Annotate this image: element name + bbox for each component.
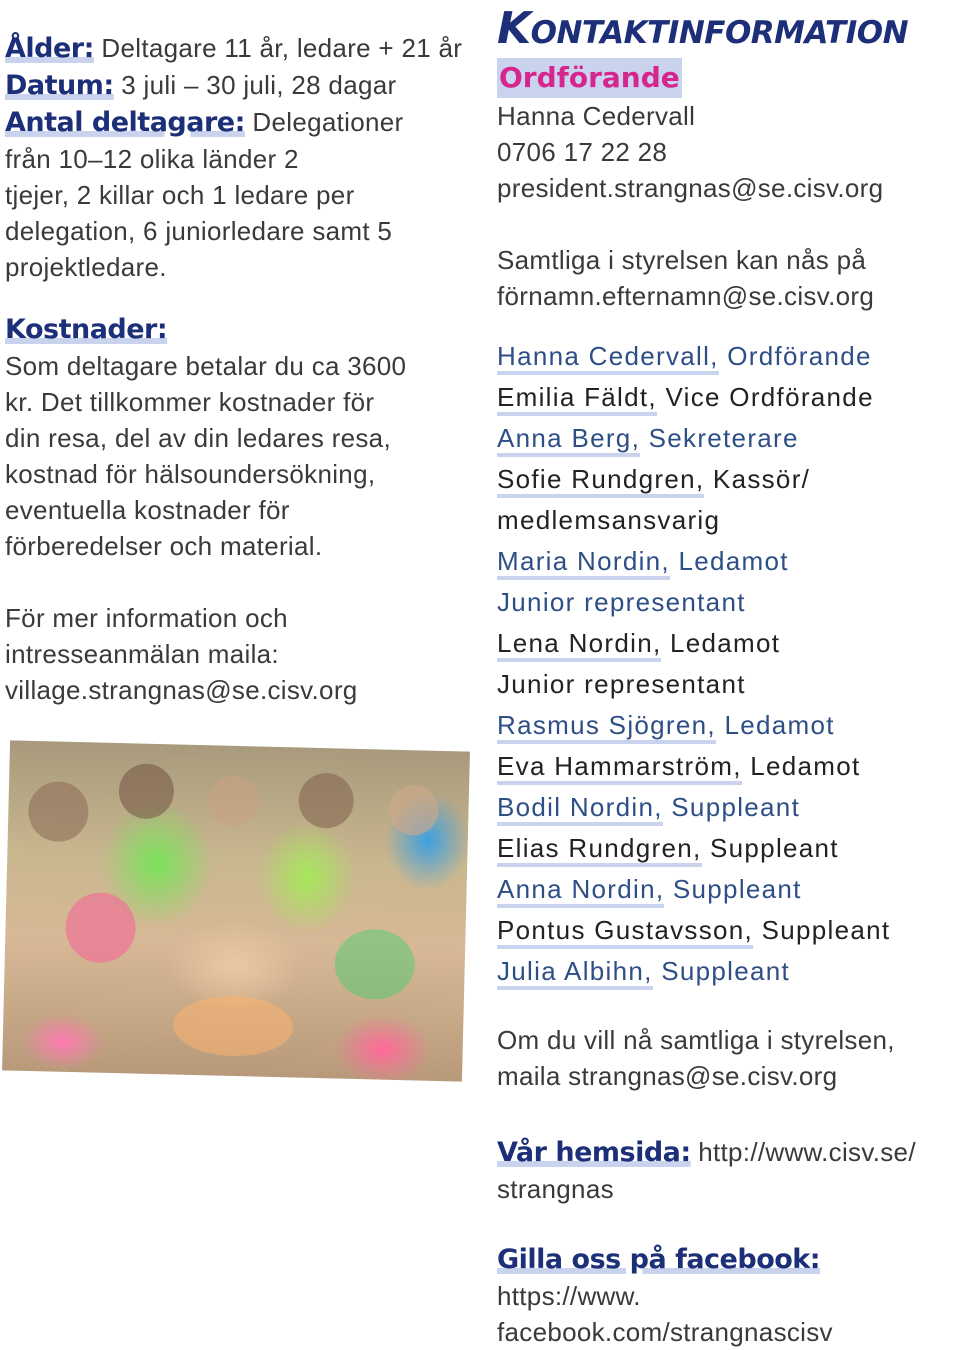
- board-member-name: Pontus Gustavsson,: [497, 915, 753, 949]
- age-line: [5, 30, 480, 67]
- board-member-role: Kassör/: [704, 464, 811, 494]
- website-url[interactable]: http://www.cisv.se/: [690, 1137, 916, 1167]
- costs-line: eventuella kostnader för: [5, 495, 290, 525]
- board-member-name: Lena Nordin,: [497, 628, 661, 662]
- info-line: För mer information och: [5, 603, 288, 633]
- board-member-name: Hanna Cedervall,: [497, 341, 719, 375]
- facebook-url-cont[interactable]: facebook.com/strangnascisv: [497, 1317, 833, 1347]
- info-line: intresseanmälan maila:: [5, 639, 279, 669]
- facebook-line: [497, 1241, 960, 1314]
- board-member-role: Ordförande: [718, 341, 872, 371]
- chair-email[interactable]: president.strangnas@se.cisv.org: [497, 173, 884, 203]
- age-heading: Ålder:: [5, 33, 94, 64]
- board-member-role: medlemsansvarig: [497, 505, 721, 535]
- costs-heading: Kostnader:: [5, 314, 168, 345]
- board-member-role: Junior representant: [497, 669, 746, 699]
- right-column: [497, 0, 960, 1350]
- age-text: Deltagare 11 år, ledare + 21 år: [93, 33, 463, 63]
- board-member-name: Sofie Rundgren,: [497, 464, 704, 498]
- board-member: [497, 336, 960, 377]
- board-member-role: Suppleant: [701, 833, 839, 863]
- website-url-cont[interactable]: strangnas: [497, 1174, 614, 1204]
- date-heading: Datum:: [5, 70, 114, 101]
- participants-text-3: tjejer, 2 killar och 1 ledare per: [5, 180, 355, 210]
- costs-line: kr. Det tillkommer kostnader för: [5, 387, 375, 417]
- contact-title: Kontaktinformation: [497, 3, 909, 54]
- board-member-name: Elias Rundgren,: [497, 833, 702, 867]
- participants-heading: Antal deltagare:: [5, 107, 245, 138]
- chair-name: Hanna Cedervall: [497, 101, 696, 131]
- date-line: [5, 67, 480, 104]
- board-member: [497, 541, 960, 582]
- spacer: [497, 1094, 960, 1134]
- costs-heading-line: [5, 311, 480, 348]
- website-heading: Vår hemsida:: [497, 1137, 691, 1168]
- board-member-name: Bodil Nordin,: [497, 792, 663, 826]
- board-member: [497, 705, 960, 746]
- board-member-name: Anna Nordin,: [497, 874, 664, 908]
- facebook-heading: Gilla oss på facebook:: [497, 1244, 821, 1275]
- left-column: [5, 30, 480, 708]
- board-member: [497, 869, 960, 910]
- website-line: [497, 1134, 960, 1171]
- board-member-name: Julia Albihn,: [497, 956, 653, 990]
- facebook-url[interactable]: https://www.: [497, 1281, 641, 1311]
- costs-line: förberedelser och material.: [5, 531, 323, 561]
- board-member: [497, 623, 960, 664]
- board-member-role: Ledamot: [669, 546, 789, 576]
- board-member-role: Suppleant: [662, 792, 801, 822]
- board-member-role: Ledamot: [741, 751, 861, 781]
- board-member-name: Eva Hammarström,: [497, 751, 742, 785]
- board-member-role: Ledamot: [715, 710, 835, 740]
- date-text: 3 juli – 30 juli, 28 dagar: [113, 70, 397, 100]
- board-member-name: Maria Nordin,: [497, 546, 670, 580]
- spacer: [497, 1207, 960, 1241]
- board-member-name: Anna Berg,: [497, 423, 640, 457]
- costs-line: kostnad för hälsoundersökning,: [5, 459, 376, 489]
- spacer: [497, 992, 960, 1022]
- participants-text-5: projektledare.: [5, 252, 167, 282]
- board-member-role: Junior representant: [497, 587, 746, 617]
- board-member: [497, 582, 960, 623]
- board-member: [497, 664, 960, 705]
- board-member: [497, 910, 960, 951]
- board-member: [497, 746, 960, 787]
- board-reach-email: förnamn.efternamn@se.cisv.org: [497, 281, 875, 311]
- info-email[interactable]: village.strangnas@se.cisv.org: [5, 675, 358, 705]
- board-member: [497, 418, 960, 459]
- participants-text: Delegationer: [244, 107, 404, 137]
- board-member-list: [497, 336, 960, 992]
- board-member-role: Ledamot: [661, 628, 781, 658]
- board-member-role: Suppleant: [753, 915, 891, 945]
- board-member-role: Suppleant: [664, 874, 802, 904]
- board-reach-line: Samtliga i styrelsen kan nås på: [497, 245, 867, 275]
- board-member-name: Rasmus Sjögren,: [497, 710, 716, 744]
- board-member-name: Emilia Fäldt,: [497, 382, 657, 416]
- participants-line: [5, 104, 480, 141]
- board-member-role: Vice Ordförande: [656, 382, 874, 412]
- participants-text-4: delegation, 6 juniorledare samt 5: [5, 216, 393, 246]
- board-member-role: Sekreterare: [640, 423, 799, 453]
- board-member: [497, 787, 960, 828]
- spacer: [497, 206, 960, 242]
- chair-heading: Ordförande: [497, 58, 682, 98]
- all-board-line: Om du vill nå samtliga i styrelsen,: [497, 1025, 895, 1055]
- board-member-role: Suppleant: [652, 956, 790, 986]
- spacer: [5, 564, 480, 600]
- board-member: [497, 828, 960, 869]
- board-member: [497, 500, 960, 541]
- board-member: [497, 377, 960, 418]
- participants-text-2: från 10–12 olika länder 2: [5, 144, 299, 174]
- all-board-email[interactable]: maila strangnas@se.cisv.org: [497, 1061, 838, 1091]
- group-photo: [2, 740, 470, 1081]
- chair-phone: 0706 17 22 28: [497, 137, 668, 167]
- costs-line: Som deltagare betalar du ca 3600: [5, 351, 407, 381]
- costs-line: din resa, del av din ledares resa,: [5, 423, 391, 453]
- board-member: [497, 951, 960, 992]
- board-member: [497, 459, 960, 500]
